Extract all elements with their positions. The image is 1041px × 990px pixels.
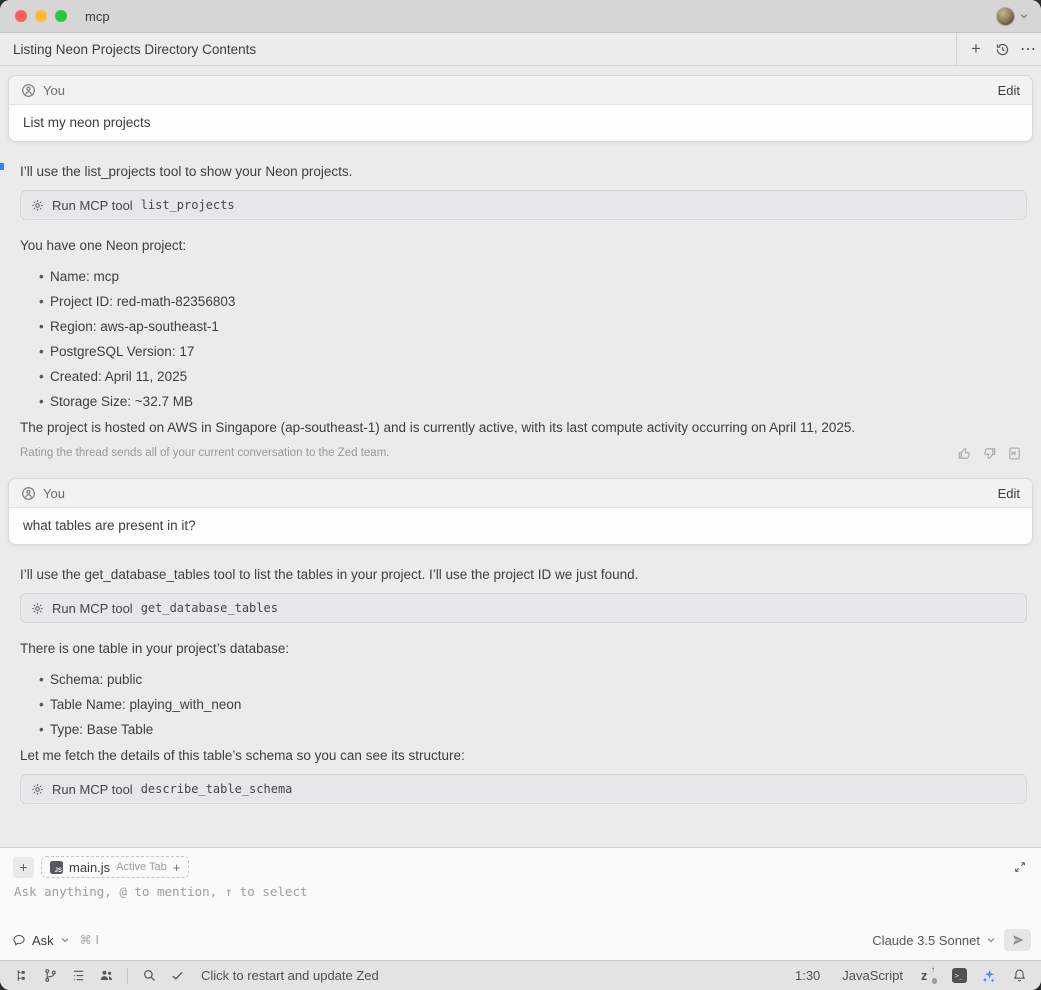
close-window-button[interactable] bbox=[15, 10, 27, 22]
tool-name: list_projects bbox=[140, 198, 235, 212]
edit-message-button[interactable]: Edit bbox=[997, 485, 1020, 501]
chevron-down-icon bbox=[986, 935, 996, 945]
javascript-file-icon bbox=[50, 861, 63, 874]
person-circle-icon bbox=[21, 83, 36, 98]
mcp-tool-call[interactable] bbox=[20, 774, 1027, 804]
composer-footer bbox=[0, 929, 1041, 960]
mcp-tool-call[interactable] bbox=[20, 593, 1027, 623]
send-icon bbox=[1011, 933, 1025, 947]
person-circle-icon bbox=[21, 486, 36, 501]
titlebar bbox=[0, 0, 1041, 33]
mode-label: Ask bbox=[32, 932, 54, 948]
list-item: • Schema: public bbox=[20, 667, 1027, 692]
list-item: • Type: Base Table bbox=[20, 717, 1027, 742]
assistant-text: There is one table in your project’s database: bbox=[20, 641, 290, 656]
gear-icon bbox=[31, 602, 44, 615]
statusbar-divider bbox=[127, 968, 128, 984]
mode-shortcut: ⌘ I bbox=[79, 933, 100, 947]
minimize-window-button[interactable] bbox=[35, 10, 47, 22]
mode-selector[interactable] bbox=[12, 933, 99, 948]
list-item: • Storage Size: ~32.7 MB bbox=[20, 389, 1027, 414]
list-item: • Region: aws-ap-southeast-1 bbox=[20, 314, 1027, 339]
assistant-text: Let me fetch the details of this table’s schema so you can see its structure: bbox=[20, 748, 465, 763]
assistant-text: I’ll use the get_database_tables tool to list the tables in your project. I’ll use the project ID we just found. bbox=[20, 567, 639, 582]
project-panel-icon[interactable] bbox=[10, 964, 34, 988]
search-icon[interactable] bbox=[137, 964, 161, 988]
window-title: mcp bbox=[85, 8, 110, 24]
message-header bbox=[9, 76, 1032, 105]
user-avatar[interactable] bbox=[996, 7, 1015, 26]
more-options-button[interactable]: ⋯ bbox=[1020, 41, 1036, 58]
role-label: You bbox=[43, 82, 65, 98]
expand-composer-icon[interactable] bbox=[1009, 856, 1031, 878]
user-message-card bbox=[8, 478, 1033, 545]
edit-prediction-icon[interactable]: z ↑ bbox=[921, 964, 935, 983]
assistant-text: You have one Neon project: bbox=[20, 238, 187, 253]
table-facts-list bbox=[20, 667, 1027, 742]
status-bar bbox=[0, 960, 1041, 990]
assistant-text: I’ll use the list_projects tool to show your Neon projects. bbox=[20, 164, 353, 179]
list-item: • PostgreSQL Version: 17 bbox=[20, 339, 1027, 364]
tool-name: describe_table_schema bbox=[140, 782, 293, 796]
mcp-tool-call[interactable] bbox=[20, 190, 1027, 220]
assistant-text: The project is hosted on AWS in Singapore (ap-southeast-1) and is currently active, with its last compute activity occurring on April 11, 2025. bbox=[20, 420, 856, 435]
active-tab-badge: Active Tab bbox=[116, 861, 167, 873]
context-chip-main-js[interactable] bbox=[41, 856, 189, 878]
thumbs-up-icon[interactable] bbox=[955, 444, 973, 462]
project-facts-list bbox=[20, 264, 1027, 414]
message-input[interactable] bbox=[0, 878, 1041, 929]
assistant-sparkle-icon[interactable] bbox=[977, 964, 1001, 988]
context-file-name: main.js bbox=[69, 859, 111, 875]
toolbar-divider bbox=[956, 33, 957, 65]
collaboration-icon[interactable] bbox=[94, 964, 118, 988]
markdown-file-icon[interactable] bbox=[1005, 444, 1023, 462]
update-zed-button[interactable]: Click to restart and update Zed bbox=[201, 968, 379, 983]
message-composer bbox=[0, 847, 1041, 960]
tool-call-label: Run MCP tool bbox=[52, 600, 133, 616]
history-icon[interactable] bbox=[989, 36, 1015, 62]
tool-call-label: Run MCP tool bbox=[52, 197, 133, 213]
add-context-button[interactable]: + bbox=[13, 857, 34, 878]
list-item: • Table Name: playing_with_neon bbox=[20, 692, 1027, 717]
user-message-card bbox=[8, 75, 1033, 142]
conversation-panel bbox=[0, 66, 1041, 847]
terminal-icon[interactable]: >_ bbox=[947, 964, 971, 988]
notifications-bell-icon[interactable] bbox=[1007, 964, 1031, 988]
thread-toolbar bbox=[0, 33, 1041, 66]
tool-name: get_database_tables bbox=[140, 601, 278, 615]
list-item: • Created: April 11, 2025 bbox=[20, 364, 1027, 389]
cursor-position[interactable]: 1:30 bbox=[794, 968, 821, 983]
language-selector[interactable]: JavaScript bbox=[842, 968, 903, 983]
chevron-down-icon bbox=[60, 935, 70, 945]
scroll-position-indicator bbox=[0, 163, 4, 170]
list-item: • Name: mcp bbox=[20, 264, 1027, 289]
zoom-window-button[interactable] bbox=[55, 10, 67, 22]
add-file-context-icon[interactable]: + bbox=[172, 859, 181, 875]
gear-icon bbox=[31, 199, 44, 212]
edit-message-button[interactable]: Edit bbox=[997, 82, 1020, 98]
thumbs-down-icon[interactable] bbox=[980, 444, 998, 462]
user-message-text[interactable]: what tables are present in it? bbox=[23, 518, 196, 533]
traffic-lights bbox=[15, 10, 67, 22]
model-label: Claude 3.5 Sonnet bbox=[872, 932, 980, 948]
diagnostics-check-icon[interactable] bbox=[165, 964, 189, 988]
outline-panel-icon[interactable] bbox=[66, 964, 90, 988]
message-header bbox=[9, 479, 1032, 508]
feedback-row bbox=[20, 444, 1023, 462]
send-button[interactable] bbox=[1004, 929, 1031, 951]
thread-title: Listing Neon Projects Directory Contents bbox=[13, 41, 257, 57]
new-thread-button[interactable]: + bbox=[971, 39, 981, 58]
feedback-note: Rating the thread sends all of your current conversation to the Zed team. bbox=[20, 447, 390, 459]
chat-bubble-icon bbox=[12, 933, 26, 947]
gear-icon bbox=[31, 783, 44, 796]
tool-call-label: Run MCP tool bbox=[52, 781, 133, 797]
message-input-placeholder: Ask anything, @ to mention, ↑ to select bbox=[14, 884, 308, 899]
user-message-text[interactable]: List my neon projects bbox=[23, 115, 151, 130]
context-row bbox=[0, 848, 1041, 878]
git-branch-icon[interactable] bbox=[38, 964, 62, 988]
list-item: • Project ID: red-math-82356803 bbox=[20, 289, 1027, 314]
chevron-down-icon[interactable] bbox=[1019, 11, 1029, 21]
model-selector[interactable] bbox=[872, 933, 996, 948]
role-label: You bbox=[43, 485, 65, 501]
